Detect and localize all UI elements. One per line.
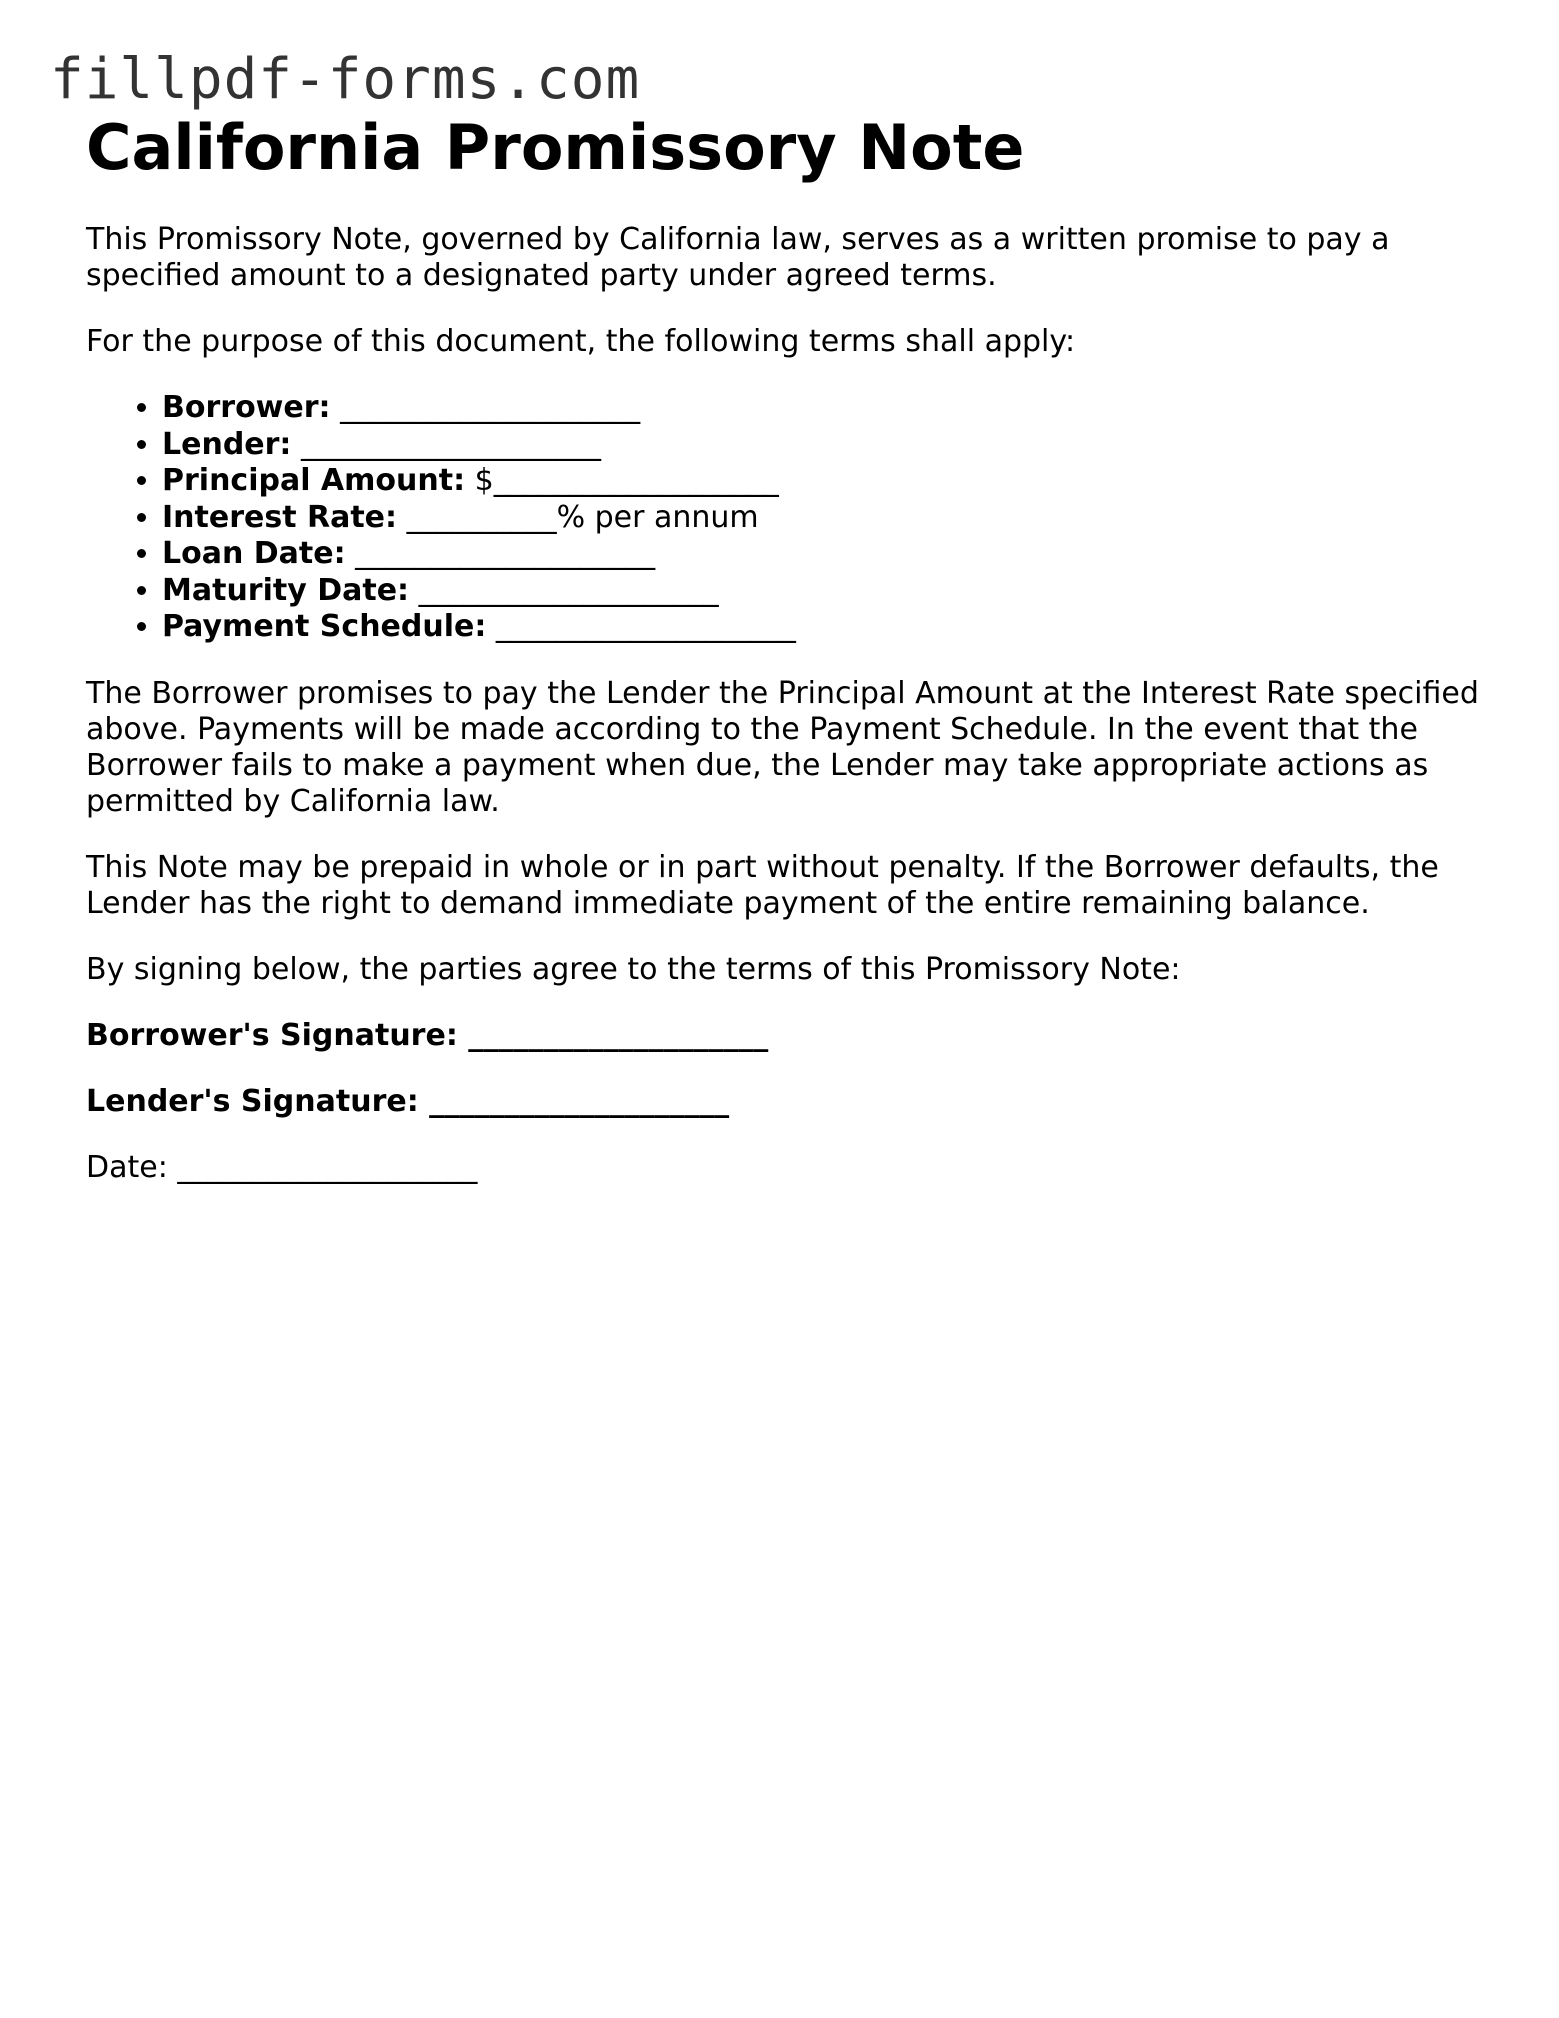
term-borrower [162,390,1486,427]
term-blank: ____________________ [486,609,796,644]
term-label: Maturity Date: [162,572,410,608]
term-blank: __________% per annum [397,499,759,535]
term-label: Borrower: [162,390,331,425]
lender-signature-line: Lender's Signature: ____________________ [86,1083,730,1119]
signing-intro-paragraph: By signing below, the parties agree to the terms of this Promissory Note: [86,951,1181,987]
term-payment-schedule [162,609,1486,646]
term-label: Lender: [162,426,292,462]
term-blank: ____________________ [409,572,719,608]
term-label: Loan Date: [162,536,346,571]
term-blank: ____________________ [291,426,601,462]
term-loan-date [162,536,1486,573]
term-blank: ____________________ [345,536,656,571]
payment-terms-paragraph: The Borrower promises to pay the Lender the Principal Amount at the Interest Rate specified above. Payments will be made according to the Payment Schedule. In the event that the Borrower fails to make a payment when due, the Lender may take appropriate actions as permitted by California law. [86,675,1479,819]
prepayment-paragraph: This Note may be prepaid in whole or in part without penalty. If the Borrower defaults, the Lender has the right to demand immediate payment of the entire remaining balance. [86,849,1439,921]
watermark: fillpdf-forms.com [50,47,641,112]
term-label: Payment Schedule: [162,609,487,644]
term-label: Principal Amount: [162,463,466,498]
term-interest-rate [162,500,1486,537]
term-blank: $___________________ [465,463,779,498]
document-title: California Promissory Note [86,111,1025,184]
term-principal-amount [162,463,1486,500]
term-lender [162,427,1486,464]
borrower-signature-line: Borrower's Signature: ____________________ [86,1017,769,1053]
term-maturity-date [162,573,1486,610]
purpose-paragraph: For the purpose of this document, the following terms shall apply: [86,324,1076,359]
date-line: Date: ____________________ [86,1149,478,1185]
terms-list [86,390,1486,646]
term-label: Interest Rate: [162,499,398,535]
term-blank: ____________________ [330,390,641,425]
document [86,108,1486,1186]
intro-paragraph: This Promissory Note, governed by California law, serves as a written promise to pay a specified amount to a designated party under agreed terms. [86,222,1390,293]
